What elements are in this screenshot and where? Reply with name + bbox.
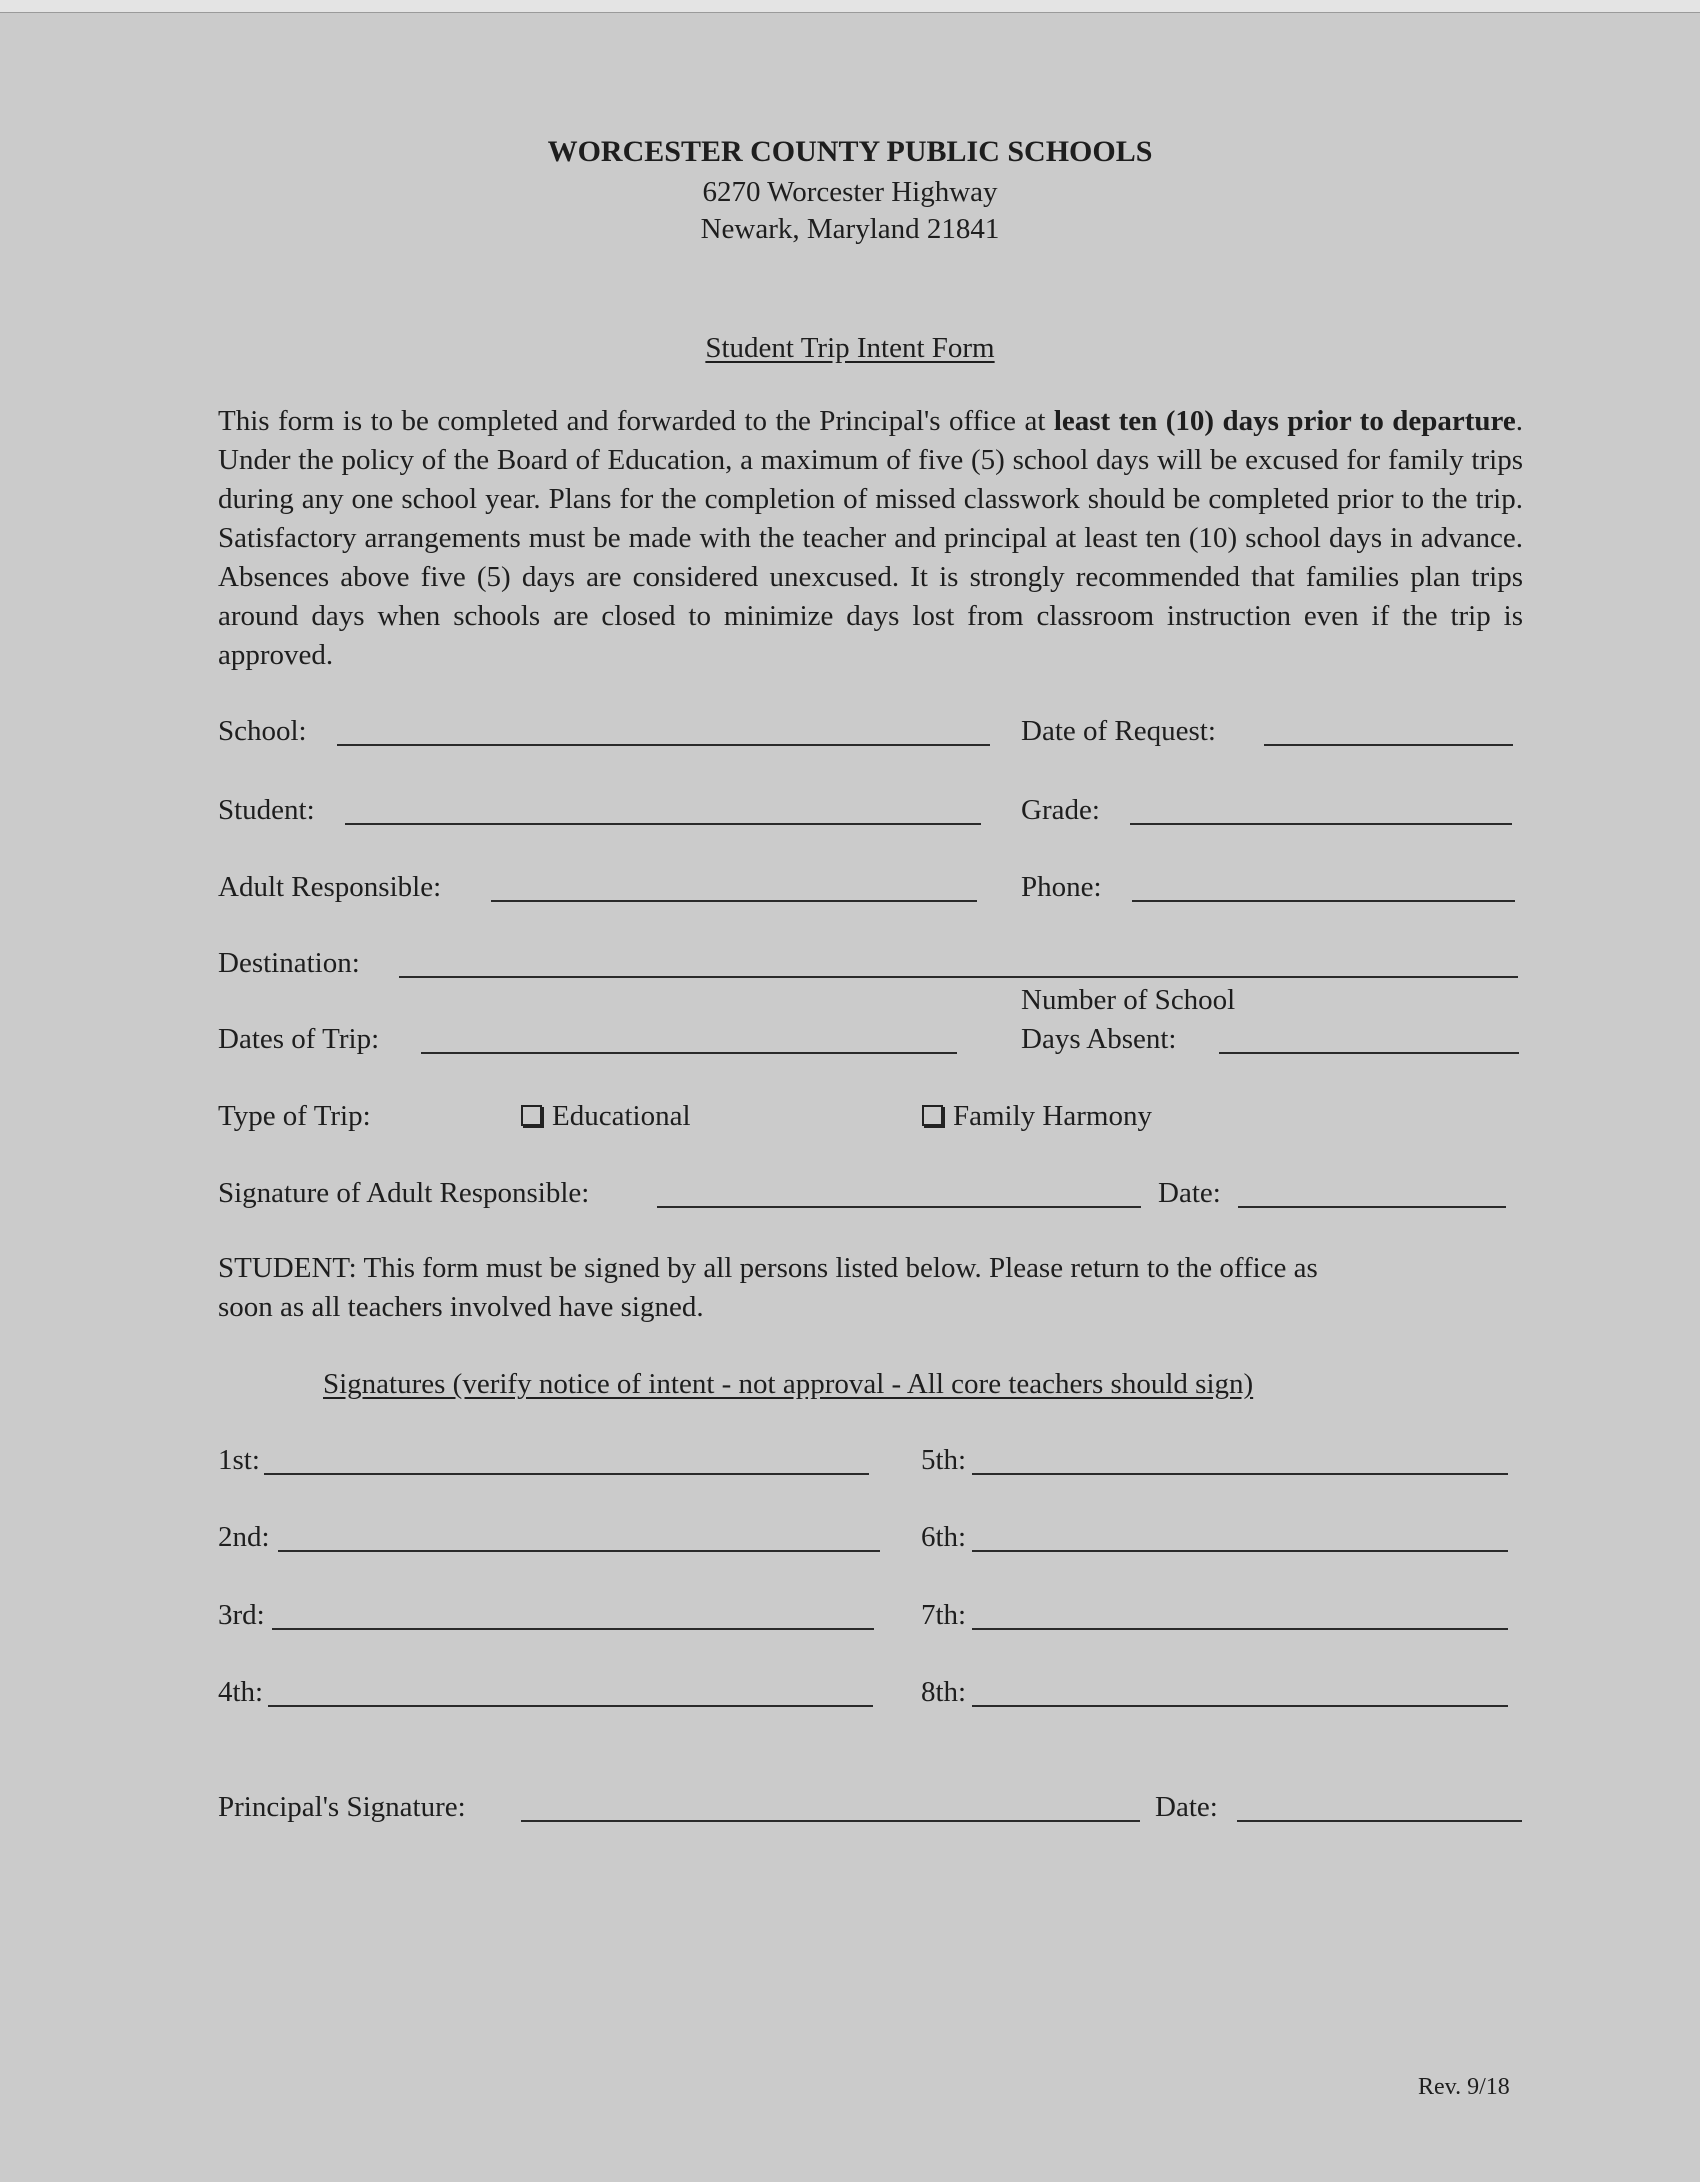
educational-option[interactable] [521, 1099, 691, 1133]
days-absent-label-2: Days Absent: [1021, 1023, 1177, 1055]
principal-signature-field[interactable] [521, 1820, 1140, 1822]
sig-7th-label: 7th: [921, 1599, 967, 1631]
principal-date-label: Date: [1155, 1791, 1218, 1823]
sig-5th-field[interactable] [972, 1473, 1508, 1475]
date-of-request-label: Date of Request: [1021, 715, 1216, 747]
student-label: Student: [218, 794, 315, 826]
signature-adult-field[interactable] [657, 1206, 1141, 1208]
sig-2nd-field[interactable] [278, 1550, 880, 1552]
sig-1st-label: 1st: [218, 1444, 260, 1476]
sig-4th-field[interactable] [268, 1705, 873, 1707]
principal-date-field[interactable] [1237, 1820, 1522, 1822]
sig-7th-field[interactable] [972, 1628, 1508, 1630]
sig-1st-field[interactable] [264, 1473, 869, 1475]
form-title: Student Trip Intent Form [705, 332, 995, 364]
sig-8th-label: 8th: [921, 1676, 967, 1708]
grade-field[interactable] [1130, 823, 1512, 825]
signatures-title: Signatures (verify notice of intent - not approval - All core teachers should sign) [323, 1368, 1254, 1400]
educational-label: Educational [552, 1100, 691, 1132]
sig-2nd-label: 2nd: [218, 1521, 270, 1553]
grade-label: Grade: [1021, 794, 1100, 826]
date-of-request-field[interactable] [1264, 744, 1513, 746]
signature-date-label: Date: [1158, 1177, 1221, 1209]
sig-4th-label: 4th: [218, 1676, 264, 1708]
dates-of-trip-label: Dates of Trip: [218, 1023, 380, 1055]
principal-signature-label: Principal's Signature: [218, 1791, 466, 1823]
signature-adult-label: Signature of Adult Responsible: [218, 1177, 590, 1209]
dates-of-trip-field[interactable] [421, 1052, 957, 1054]
student-note-line-2: soon as all teachers involved have signed. [218, 1291, 704, 1323]
school-label: School: [218, 715, 307, 747]
destination-field[interactable] [399, 976, 1518, 978]
adult-responsible-field[interactable] [491, 900, 977, 902]
sig-6th-field[interactable] [972, 1550, 1508, 1552]
family-harmony-option[interactable] [922, 1099, 1152, 1133]
address-line-1: 6270 Worcester Highway [702, 176, 998, 208]
intro-bold: least ten (10) days prior to departure [1053, 405, 1516, 437]
intro-text-1: This form is to be completed and forwarded to the Principal's office at [218, 405, 1054, 437]
student-field[interactable] [345, 823, 981, 825]
days-absent-field[interactable] [1219, 1052, 1519, 1054]
adult-responsible-label: Adult Responsible: [218, 871, 442, 903]
family-harmony-label: Family Harmony [953, 1100, 1152, 1132]
school-field[interactable] [337, 744, 990, 746]
sig-6th-label: 6th: [921, 1521, 967, 1553]
sig-3rd-field[interactable] [272, 1628, 874, 1630]
days-absent-label-1: Number of School [1021, 984, 1236, 1016]
address-line-2: Newark, Maryland 21841 [700, 213, 1000, 245]
phone-label: Phone: [1021, 871, 1102, 903]
revision-label: Rev. 9/18 [1418, 2074, 1510, 2100]
destination-label: Destination: [218, 947, 360, 979]
educational-checkbox[interactable] [521, 1105, 542, 1126]
sig-3rd-label: 3rd: [218, 1599, 265, 1631]
sig-5th-label: 5th: [921, 1444, 967, 1476]
org-name: WORCESTER COUNTY PUBLIC SCHOOLS [547, 135, 1153, 168]
phone-field[interactable] [1132, 900, 1515, 902]
student-note-line-1: STUDENT: This form must be signed by all persons listed below. Please return to the office as [218, 1252, 1318, 1284]
signature-date-field[interactable] [1238, 1206, 1506, 1208]
intro-text-2: . Under the policy of the Board of Education, a maximum of five (5) school days will be excused for family trips during any one school year. Plans for the completion of missed classwork should be completed prior to the trip. Satisfactory arrangements must be made with the teacher and principal at least ten (10) school days in advance. Absences above five (5) days are considered unexcused. It is strongly recommended that families plan trips around days when schools are closed to minimize days lost from classroom instruction even if the trip is approved. [218, 405, 1524, 671]
page-edge [0, 0, 1700, 13]
sig-8th-field[interactable] [972, 1705, 1508, 1707]
family-harmony-checkbox[interactable] [922, 1105, 943, 1126]
intro-paragraph [218, 402, 1523, 675]
type-of-trip-label: Type of Trip: [218, 1100, 371, 1132]
